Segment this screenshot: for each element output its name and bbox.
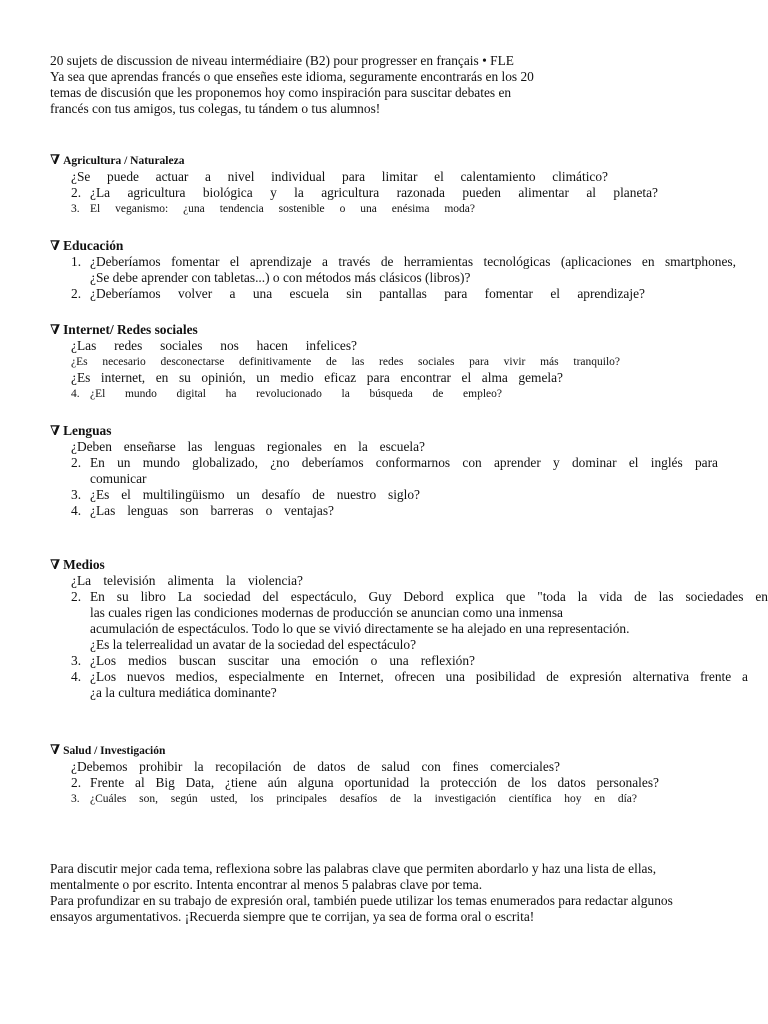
section-medios: [50, 557, 768, 701]
list-item: [50, 201, 475, 217]
list-item-text: ¿Deberíamos fomentar el aprendizaje a través de herramientas tecnológicas (aplicaciones en smartphones,: [90, 254, 736, 269]
list-item-text: ¿Es el multilingüismo un desafío de nuestro siglo?: [90, 487, 420, 502]
list-item-text: ¿a la cultura mediática dominante?: [90, 685, 277, 700]
section-lenguas: [50, 423, 762, 519]
list-item-number: 3.: [71, 653, 82, 668]
intro-title-line: 20 sujets de discussion de niveau intermédiaire (B2) pour progresser en français • FLE: [50, 53, 514, 68]
list-item-text: las cuales rigen las condiciones modernas de producción se anuncian como una inmensa: [90, 605, 563, 620]
list-item-text: ¿Es necesario desconectarse definitivamente de las redes sociales para vivir más tranquilo?: [71, 356, 620, 368]
list-item: [50, 573, 303, 589]
list-item-text: ¿Deberíamos volver a una escuela sin pantallas para fomentar el aprendizaje?: [90, 286, 645, 301]
list-item-number: 3.: [71, 793, 80, 805]
list-item: [50, 759, 560, 775]
list-item-text: ¿Cuáles son, según usted, los principales desafíos de la investigación científica hoy en día?: [90, 793, 637, 805]
list-item-number: 3.: [71, 487, 82, 502]
section-heading: [50, 322, 762, 338]
triangle-bullet-icon: ∇: [50, 152, 61, 167]
list-item: [50, 386, 502, 402]
list-item-text: ¿Deben enseñarse las lenguas regionales en la escuela?: [71, 439, 425, 454]
list-item-number: 2.: [71, 286, 82, 301]
list-item: [50, 775, 659, 791]
section-heading: [50, 423, 762, 439]
list-item-number: 4.: [71, 503, 82, 518]
list-item: [50, 185, 658, 201]
closing-paragraph: [50, 861, 710, 925]
list-item: [50, 791, 637, 807]
list-item-number: 1.: [71, 254, 82, 269]
section-title: Salud / Investigación: [63, 745, 166, 757]
list-item: [50, 589, 768, 653]
intro-paragraph: [50, 53, 590, 117]
section-heading: [50, 557, 762, 573]
list-item: [50, 669, 748, 701]
list-item-text: ¿Los medios buscan suscitar una emoción o una reflexión?: [90, 653, 475, 668]
list-item-text: ¿Se debe aprender con tabletas...) o con métodos más clásicos (libros)?: [90, 270, 471, 285]
list-item-text: El veganismo: ¿una tendencia sostenible o una enésima moda?: [90, 203, 475, 215]
list-item-text: ¿Se puede actuar a nivel individual para limitar el calentamiento climático?: [71, 169, 608, 184]
list-item-text: ¿La agricultura biológica y la agricultura razonada pueden alimentar al planeta?: [90, 185, 658, 200]
list-item-number: 3.: [71, 203, 80, 215]
section-internet: [50, 322, 762, 402]
section-educacion: [50, 238, 762, 302]
closing-line: Para discutir mejor cada tema, reflexiona sobre las palabras clave que permiten abordarlo y haz una lista de ellas,: [50, 861, 657, 876]
triangle-bullet-icon: ∇: [50, 557, 61, 572]
list-item-number: 2.: [71, 185, 82, 200]
list-item-text: ¿Los nuevos medios, especialmente en Internet, ofrecen una posibilidad de expresión alternativa frente a: [90, 669, 748, 684]
section-title: Internet/ Redes sociales: [63, 322, 198, 337]
list-item-text: En un mundo globalizado, ¿no deberíamos conformarnos con aprender y dominar el inglés para: [90, 455, 718, 470]
section-heading: [50, 238, 762, 254]
list-item: [50, 455, 718, 487]
intro-line: temas de discusión que les proponemos hoy como inspiración para suscitar debates en: [50, 85, 512, 100]
section-agricultura: [50, 152, 762, 217]
triangle-bullet-icon: ∇: [50, 238, 61, 253]
list-item: [50, 487, 420, 503]
list-item-text: Frente al Big Data, ¿tiene aún alguna oportunidad la protección de los datos personales?: [90, 775, 659, 790]
section-heading: [50, 152, 762, 169]
list-item-text: acumulación de espectáculos. Todo lo que se vivió directamente se ha alejado en una representación.: [90, 621, 630, 636]
list-item-text: ¿Las redes sociales nos hacen infelices?: [71, 338, 357, 353]
section-salud: [50, 742, 762, 807]
section-title: Educación: [63, 238, 124, 253]
intro-line: francés con tus amigos, tus colegas, tu tándem o tus alumnos!: [50, 101, 381, 116]
section-title: Medios: [63, 557, 105, 572]
list-item: [50, 370, 563, 386]
section-heading: [50, 742, 762, 759]
triangle-bullet-icon: ∇: [50, 423, 61, 438]
triangle-bullet-icon: ∇: [50, 322, 61, 337]
list-item: [50, 653, 475, 669]
list-item-text: En su libro La sociedad del espectáculo, Guy Debord explica que "toda la vida de las sociedades en: [90, 589, 768, 604]
section-title: Agricultura / Naturaleza: [63, 155, 185, 167]
closing-line: Para profundizar en su trabajo de expresión oral, también puede utilizar los temas enumerados para redactar algunos: [50, 893, 673, 908]
list-item: [50, 286, 645, 302]
section-title: Lenguas: [63, 423, 112, 438]
list-item-text: ¿La televisión alimenta la violencia?: [71, 573, 303, 588]
list-item-text: ¿El mundo digital ha revolucionado la búsqueda de empleo?: [90, 388, 502, 400]
triangle-bullet-icon: ∇: [50, 742, 61, 757]
list-item-number: 4.: [71, 388, 80, 400]
list-item-text: ¿Debemos prohibir la recopilación de datos de salud con fines comerciales?: [71, 759, 560, 774]
list-item: [50, 503, 334, 519]
intro-line: Ya sea que aprendas francés o que enseñes este idioma, seguramente encontrarás en los 20: [50, 69, 534, 84]
list-item: [50, 254, 736, 286]
list-item: [50, 439, 425, 455]
list-item-text: ¿Las lenguas son barreras o ventajas?: [90, 503, 334, 518]
list-item-number: 2.: [71, 775, 82, 790]
list-item: [50, 169, 608, 185]
list-item-text: ¿Es la telerrealidad un avatar de la sociedad del espectáculo?: [90, 637, 417, 652]
list-item-number: 2.: [71, 455, 82, 470]
closing-line: mentalmente o por escrito. Intenta encontrar al menos 5 palabras clave por tema.: [50, 877, 483, 892]
list-item: [50, 338, 357, 354]
list-item: [50, 354, 620, 370]
list-item-text: ¿Es internet, en su opinión, un medio eficaz para encontrar el alma gemela?: [71, 370, 563, 385]
closing-line: ensayos argumentativos. ¡Recuerda siempre que te corrijan, ya sea de forma oral o escrita!: [50, 909, 535, 924]
list-item-text: comunicar: [90, 471, 147, 486]
list-item-number: 4.: [71, 669, 82, 684]
list-item-number: 2.: [71, 589, 82, 604]
